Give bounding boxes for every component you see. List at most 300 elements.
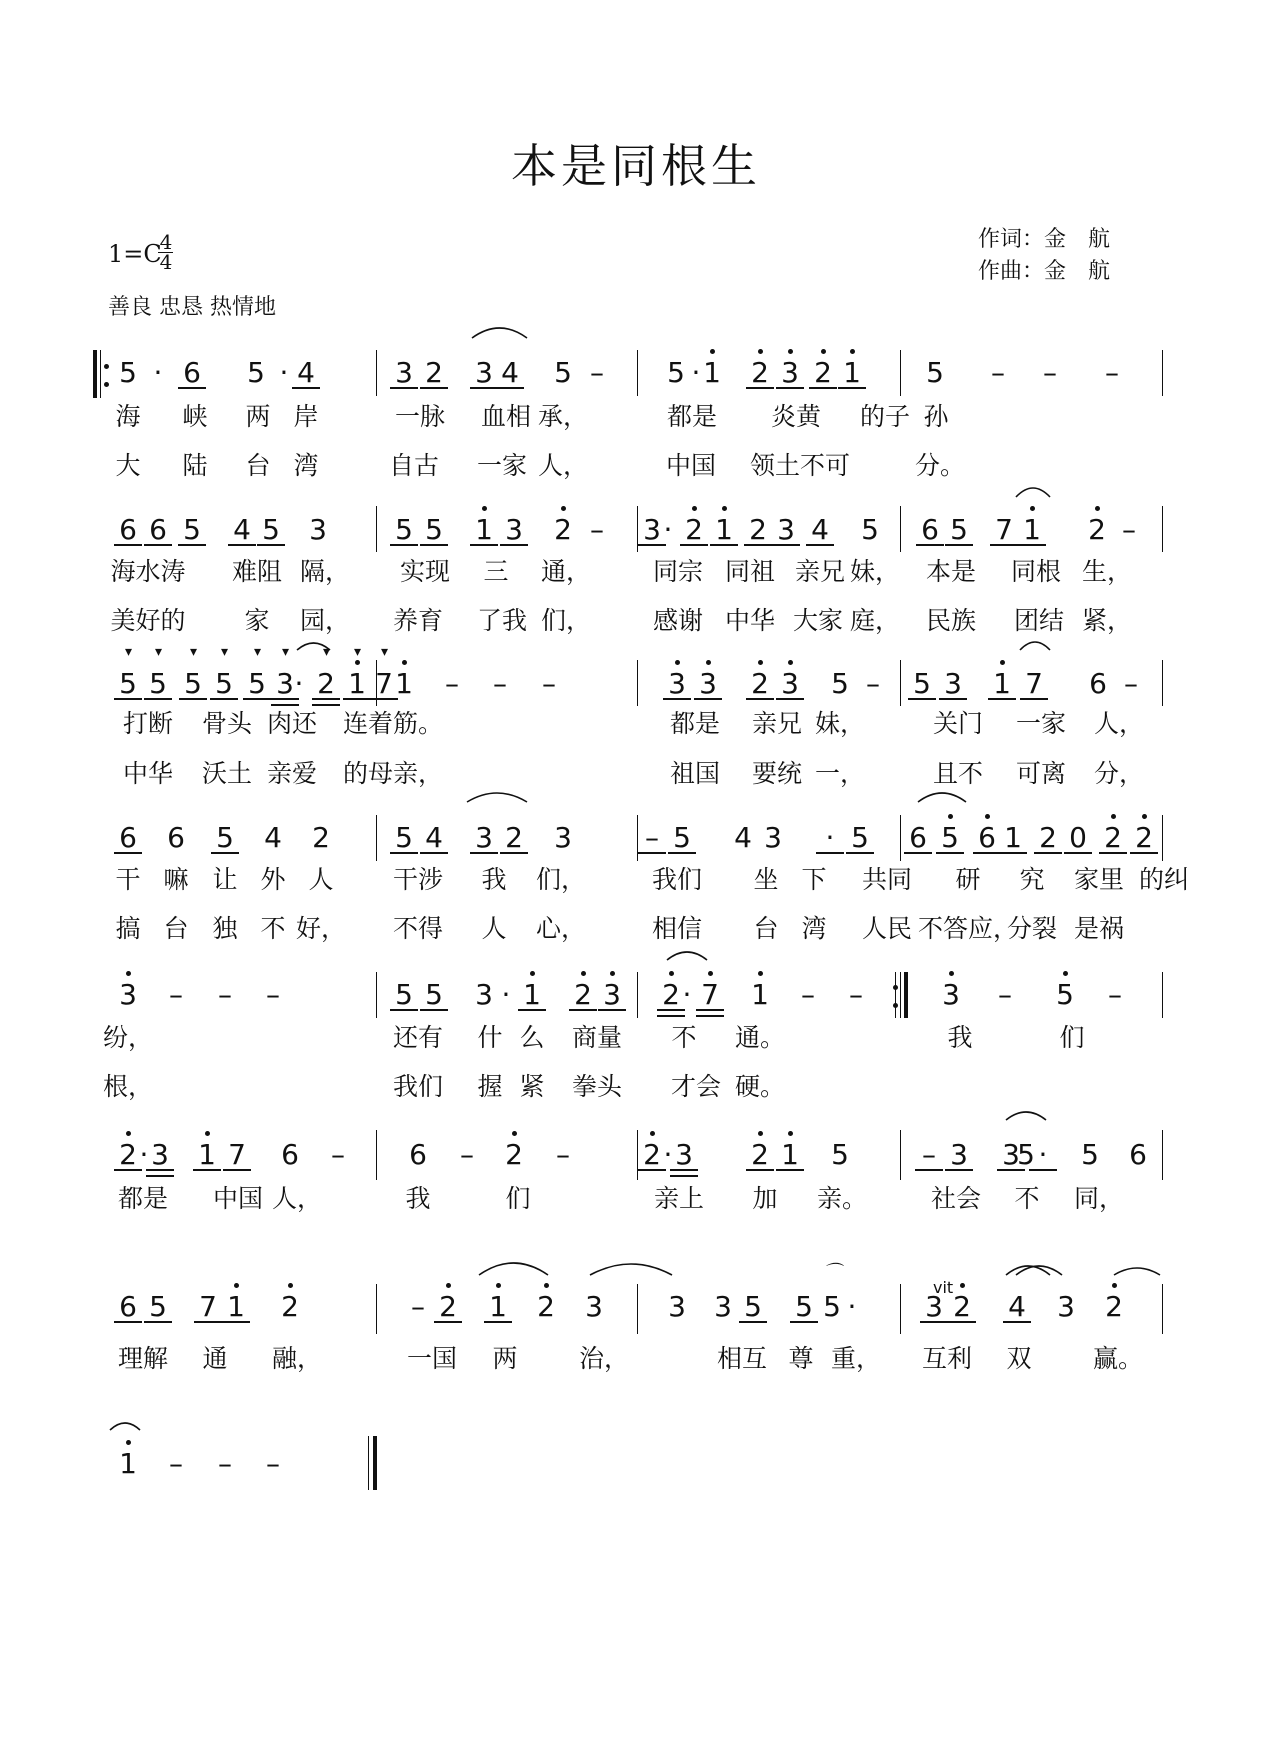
lyric: 才会 (670, 1072, 722, 1101)
lyric: 干涉 (392, 865, 444, 894)
note-value: 5 (183, 513, 201, 546)
note-value: – (1122, 513, 1136, 546)
note-value: – (445, 667, 459, 700)
lyric: 加 (752, 1184, 778, 1213)
lyric: 实现 (399, 557, 451, 586)
note-value: 3 (119, 978, 137, 1011)
lyric: 家 (244, 606, 270, 635)
lyric: 妹， (849, 557, 901, 586)
note-value: 5 (744, 1290, 762, 1323)
note-value: 3 (276, 667, 294, 700)
lyric: 纷， (102, 1023, 154, 1052)
note-value: 2 (953, 1290, 971, 1323)
key-signature: 1=C (108, 240, 162, 268)
note-value: 2 (751, 356, 769, 389)
note-value: 3 (944, 667, 962, 700)
lyric: 分裂 (1006, 914, 1058, 943)
note-value: 2 (554, 513, 572, 546)
lyric: 让 (212, 865, 238, 894)
note-value: 6 (119, 1290, 137, 1323)
note-value: – (590, 356, 604, 389)
lyric: 亲兄 (751, 709, 803, 738)
note-value: 2 (425, 356, 443, 389)
lyric: 相信 (651, 914, 703, 943)
lyric: 家里 (1073, 865, 1125, 894)
note-value: 2 (119, 1138, 137, 1171)
note-value: – (266, 978, 280, 1011)
note-value: 6 (978, 821, 996, 854)
lyric: 岸 (293, 402, 319, 431)
note-value: 1 (703, 356, 721, 389)
note-value: · (691, 356, 701, 389)
note-value: 2 (281, 1290, 299, 1323)
lyric: 大家 (792, 606, 844, 635)
note-value: 3 (603, 978, 621, 1011)
vit-marking: vit (933, 1278, 954, 1297)
lyric: 生， (1081, 557, 1133, 586)
lyric: 中国 (212, 1184, 264, 1213)
note-value: 3 (781, 667, 799, 700)
song-title: 本是同根生 (511, 139, 761, 193)
note: 2 ▾ (312, 667, 340, 701)
slur (918, 793, 966, 802)
note-value: 2 (1104, 821, 1122, 854)
note-value: – (922, 1138, 936, 1171)
lyric: 嘛 (163, 865, 189, 894)
note-value: 6 (119, 513, 137, 546)
lyric: 亲上 (653, 1184, 705, 1213)
note-value: 1 (781, 1138, 799, 1171)
note-value: 5 (861, 513, 879, 546)
note-value: 3 (1057, 1290, 1075, 1323)
note: 5 ▾ (144, 667, 172, 701)
lyric: 商量 (571, 1023, 623, 1052)
slur (467, 793, 527, 802)
note-value: 2 (1135, 821, 1153, 854)
note-value: · (825, 821, 835, 854)
note-value: · (153, 356, 163, 389)
note-value: 5 (851, 821, 869, 854)
note-value: 3 (925, 1290, 943, 1323)
note-value: 5 (823, 1290, 841, 1323)
note-value: 5 (119, 667, 137, 700)
lyric: 炎黄 (770, 402, 822, 431)
lyric: 同， (1073, 1184, 1125, 1213)
note-value: 7 (701, 978, 719, 1011)
note-value: – (411, 1290, 425, 1323)
note-value: – (493, 667, 507, 700)
note-value: 3 (505, 513, 523, 546)
lyric: 养育 (392, 606, 444, 635)
lyric: 难阻 (231, 557, 283, 586)
lyric: 坐 (753, 865, 779, 894)
note-value: 5 (795, 1290, 813, 1323)
lyric: 互利 (921, 1344, 973, 1373)
lyric: 亲， (392, 759, 444, 788)
note-value: 3 (1002, 1138, 1020, 1171)
note-value: 1 (523, 978, 541, 1011)
lyric: 自古 (388, 451, 440, 480)
composer-credit: 作曲：金 航 (978, 259, 1111, 284)
note-value: 6 (183, 356, 201, 389)
note-value: – (218, 978, 232, 1011)
note-value: 1 (1004, 821, 1022, 854)
lyric: 中华 (724, 606, 776, 635)
note-value: 1 (198, 1138, 216, 1171)
note-value: 5 (119, 356, 137, 389)
lyric: 都是 (117, 1184, 169, 1213)
note-value: 1 (489, 1290, 507, 1323)
note-value: – (218, 1447, 232, 1480)
note-value: 3 (475, 978, 493, 1011)
note-value: 3 (643, 513, 661, 546)
lyric: 下 (801, 865, 827, 894)
note-value: – (331, 1138, 345, 1171)
lyric: 研 (955, 865, 981, 894)
lyric: 们 (505, 1184, 531, 1213)
lyric: 的子 (859, 402, 911, 431)
slur (297, 643, 330, 650)
note-value: 2 (1105, 1290, 1123, 1323)
note-value: · (847, 1290, 857, 1323)
lyric: 根， (102, 1072, 154, 1101)
note-value: 4 (264, 821, 282, 854)
lyric: 三 (483, 557, 509, 586)
note-value: 6 (921, 513, 939, 546)
lyric: 不答应， (917, 914, 1019, 943)
lyric: 们 (1059, 1023, 1085, 1052)
lyric: 的母 (342, 759, 394, 788)
lyric: 好， (295, 914, 347, 943)
lyric: 同宗 (652, 557, 704, 586)
lyric: 干 (115, 865, 141, 894)
note-value: – (169, 978, 183, 1011)
note-value: – (169, 1447, 183, 1480)
note-value: 1 (395, 667, 413, 700)
note-value: 5 (425, 978, 443, 1011)
note-value: 6 (1129, 1138, 1147, 1171)
note-value: 3 (942, 978, 960, 1011)
note-value: 5 (673, 821, 691, 854)
lyric: 海 (115, 402, 141, 431)
lyric: 都是 (669, 709, 721, 738)
note-value: 1 (843, 356, 861, 389)
note-value: 6 (909, 821, 927, 854)
note-value: 2 (643, 1138, 661, 1171)
note-value: 2 (505, 821, 523, 854)
slur (667, 952, 707, 960)
lyric: 人 (481, 914, 507, 943)
slur (590, 1264, 672, 1275)
lyric: 关门 (932, 709, 984, 738)
lyric: 一家 (476, 451, 528, 480)
note-value: 3 (777, 513, 795, 546)
lyric: 共同 (861, 865, 913, 894)
lyric: 紧， (1081, 606, 1133, 635)
note-value: 2 (317, 667, 335, 700)
lyric: 们， (535, 865, 587, 894)
lyric: 还有 (392, 1023, 444, 1052)
lyric: 同根 (1010, 557, 1062, 586)
note-value: 2 (439, 1290, 457, 1323)
note-value: 4 (425, 821, 443, 854)
note-value: 2 (751, 1138, 769, 1171)
note-value: 5 (395, 978, 413, 1011)
lyric: 外 (260, 865, 286, 894)
lyric: 妹， (814, 709, 866, 738)
lyric: 我 (481, 865, 507, 894)
note-value: – (590, 513, 604, 546)
lyric: 同祖 (724, 557, 776, 586)
lyric: 美好的 (110, 606, 186, 635)
note-value: 1 (1023, 513, 1041, 546)
note-value: 2 (505, 1138, 523, 1171)
lyric: 峡 (182, 402, 208, 431)
lyric: 们， (540, 606, 592, 635)
note-value: 7 (375, 667, 393, 700)
lyric: 握 (477, 1072, 503, 1101)
note-value: 4 (1008, 1290, 1026, 1323)
note-value: 7 (199, 1290, 217, 1323)
note-value: 5 (248, 667, 266, 700)
lyric: 人， (537, 451, 589, 480)
note-value: 5 (395, 821, 413, 854)
lyric: 陆 (182, 451, 208, 480)
slur (1016, 1266, 1062, 1275)
lyric: 可离 (1015, 759, 1067, 788)
note-value: 5 (247, 356, 265, 389)
lyric: 一国 (406, 1344, 458, 1373)
note-value: 5 (395, 513, 413, 546)
note-value: 2 (537, 1290, 555, 1323)
lyric: 不 (1014, 1184, 1040, 1213)
note-value: 1 (715, 513, 733, 546)
note-value: 1 (751, 978, 769, 1011)
lyric: 一家 (1015, 709, 1067, 738)
note: 3 ▾ (271, 667, 299, 701)
lyric: 且不 (932, 759, 984, 788)
note-value: – (1105, 356, 1119, 389)
lyric: 祖国 (669, 759, 721, 788)
note-value: 2 (749, 513, 767, 546)
note-value: 1 (348, 667, 366, 700)
lyric: 湾 (801, 914, 827, 943)
lyric: 两 (492, 1344, 518, 1373)
lyric: 是祸 (1073, 914, 1125, 943)
lyric: 什 (477, 1023, 503, 1052)
lyric: 理解 (117, 1344, 169, 1373)
note-value: – (266, 1447, 280, 1480)
note-value: 4 (734, 821, 752, 854)
note-value: 5 (149, 1290, 167, 1323)
note-value: – (542, 667, 556, 700)
lyric: 本是 (925, 557, 977, 586)
note-value: · (663, 513, 673, 546)
note-value: 2 (574, 978, 592, 1011)
note: 1 ▾ (343, 667, 371, 701)
lyric: 融， (271, 1344, 323, 1373)
note-value: 5 (554, 356, 572, 389)
lyric: 双 (1006, 1344, 1032, 1373)
lyric: 分。 (914, 451, 966, 480)
note: 5 ▾ (179, 667, 207, 701)
lyric: 台 (245, 451, 271, 480)
note-value: 5 (215, 667, 233, 700)
note-value: 2 (312, 821, 330, 854)
lyric: 么 (519, 1023, 545, 1052)
lyric: 的纠 (1138, 865, 1190, 894)
lyric: 大 (115, 451, 141, 480)
note-value: – (645, 821, 659, 854)
time-signature-top: 4 (159, 230, 173, 254)
note-value: 3 (475, 821, 493, 854)
note-value: – (556, 1138, 570, 1171)
note-value: 3 (475, 356, 493, 389)
lyric: 硬。 (734, 1072, 786, 1101)
note-value: 5 (926, 356, 944, 389)
note-value: – (1108, 978, 1122, 1011)
slur (1006, 1112, 1046, 1120)
note-value: 2 (685, 513, 703, 546)
note-value: 3 (781, 356, 799, 389)
note-value: – (1043, 356, 1057, 389)
note-value: · (139, 1138, 149, 1171)
note-value: · (1038, 1138, 1048, 1171)
note-value: · (682, 978, 692, 1011)
note-value: 4 (233, 513, 251, 546)
lyric: 园， (299, 606, 351, 635)
lyric: 亲兄 (794, 557, 846, 586)
note-value: 5 (941, 821, 959, 854)
lyric: 独 (212, 914, 238, 943)
slur (479, 1263, 548, 1275)
note-value: 1 (993, 667, 1011, 700)
lyric: 都是 (666, 402, 718, 431)
lyric: 承， (537, 402, 589, 431)
note: 5 ▾ (210, 667, 238, 701)
slur (110, 1423, 140, 1430)
lyric: 台 (753, 914, 779, 943)
lyric: 打断 (122, 709, 174, 738)
lyric: 究 (1019, 865, 1045, 894)
note-value: 2 (751, 667, 769, 700)
slur (472, 328, 527, 338)
lyric: 我们 (392, 1072, 444, 1101)
lyric: 通 (202, 1344, 228, 1373)
note-value: 3 (395, 356, 413, 389)
slur (1114, 1268, 1160, 1275)
note-value: 6 (167, 821, 185, 854)
lyric: 了我 (476, 606, 528, 635)
lyric: 沃土 (201, 759, 253, 788)
lyric: 尊 (788, 1344, 814, 1373)
lyric: 不得 (392, 914, 444, 943)
note-value: 1 (475, 513, 493, 546)
lyric: 中华 (122, 759, 174, 788)
note-value: 6 (149, 513, 167, 546)
lyric: 要统 (751, 759, 803, 788)
note-value: 5 (950, 513, 968, 546)
lyric: 通， (540, 557, 592, 586)
note-value: 6 (1089, 667, 1107, 700)
note-value: 5 (831, 1138, 849, 1171)
lyric: 血相 (480, 402, 532, 431)
note-value: – (998, 978, 1012, 1011)
note-value: 6 (281, 1138, 299, 1171)
lyric: 两 (245, 402, 271, 431)
note-value: · (279, 356, 289, 389)
note-value: 7 (228, 1138, 246, 1171)
lyric: 台 (163, 914, 189, 943)
note-value: 5 (262, 513, 280, 546)
note-value: 1 (119, 1447, 137, 1480)
note-value: 2 (1088, 513, 1106, 546)
note-value: 3 (309, 513, 327, 546)
note-value: 3 (585, 1290, 603, 1323)
lyric: 筋。 (392, 709, 444, 738)
lyric: 紧 (519, 1072, 545, 1101)
lyric: 通。 (734, 1023, 786, 1052)
note-value: · (501, 978, 511, 1011)
lyric: 分， (1093, 759, 1145, 788)
lyric: 赢。 (1092, 1344, 1144, 1373)
lyric: 我 (947, 1023, 973, 1052)
lyric: 湾 (293, 451, 319, 480)
note-value: – (849, 978, 863, 1011)
lyric: 骨头 (201, 709, 253, 738)
note-value: 5 (184, 667, 202, 700)
note-value: 5 (149, 667, 167, 700)
lyric: 我们 (651, 865, 703, 894)
lyric: 亲。 (816, 1184, 868, 1213)
time-signature-bottom: 4 (159, 250, 173, 274)
lyric: 人民 (861, 914, 913, 943)
lyric: 重， (830, 1344, 882, 1373)
note-value: 3 (668, 1290, 686, 1323)
lyric: 治， (578, 1344, 630, 1373)
note-value: 2 (1039, 821, 1057, 854)
note-value: 3 (764, 821, 782, 854)
note-value: 3 (554, 821, 572, 854)
lyric: 海水涛 (110, 557, 186, 586)
lyric: 领土不可 (749, 451, 851, 480)
lyric: 中国 (665, 451, 717, 480)
note-value: 3 (668, 667, 686, 700)
note-value: 3 (714, 1290, 732, 1323)
lyric: 心， (535, 914, 587, 943)
lyric: 隔， (299, 557, 351, 586)
note: 5 ▾ (114, 667, 142, 701)
lyric: 人， (1093, 709, 1145, 738)
lyric: 一， (814, 759, 866, 788)
note-value: 0 (1069, 821, 1087, 854)
note-value: – (866, 667, 880, 700)
note-value: 5 (667, 356, 685, 389)
note-value: 3 (699, 667, 717, 700)
note-value: 4 (811, 513, 829, 546)
slur (1016, 488, 1050, 497)
note-value: 5 (1017, 1138, 1035, 1171)
note-value: 5 (216, 821, 234, 854)
lyric: 我 (405, 1184, 431, 1213)
note-value: 3 (675, 1138, 693, 1171)
note-value: 3 (151, 1138, 169, 1171)
lyric: 连着 (342, 709, 394, 738)
note-value: 2 (814, 356, 832, 389)
tempo-marking: 善良 忠恳 热情地 (108, 295, 276, 320)
lyric: 一脉 (394, 402, 446, 431)
note-value: 4 (297, 356, 315, 389)
